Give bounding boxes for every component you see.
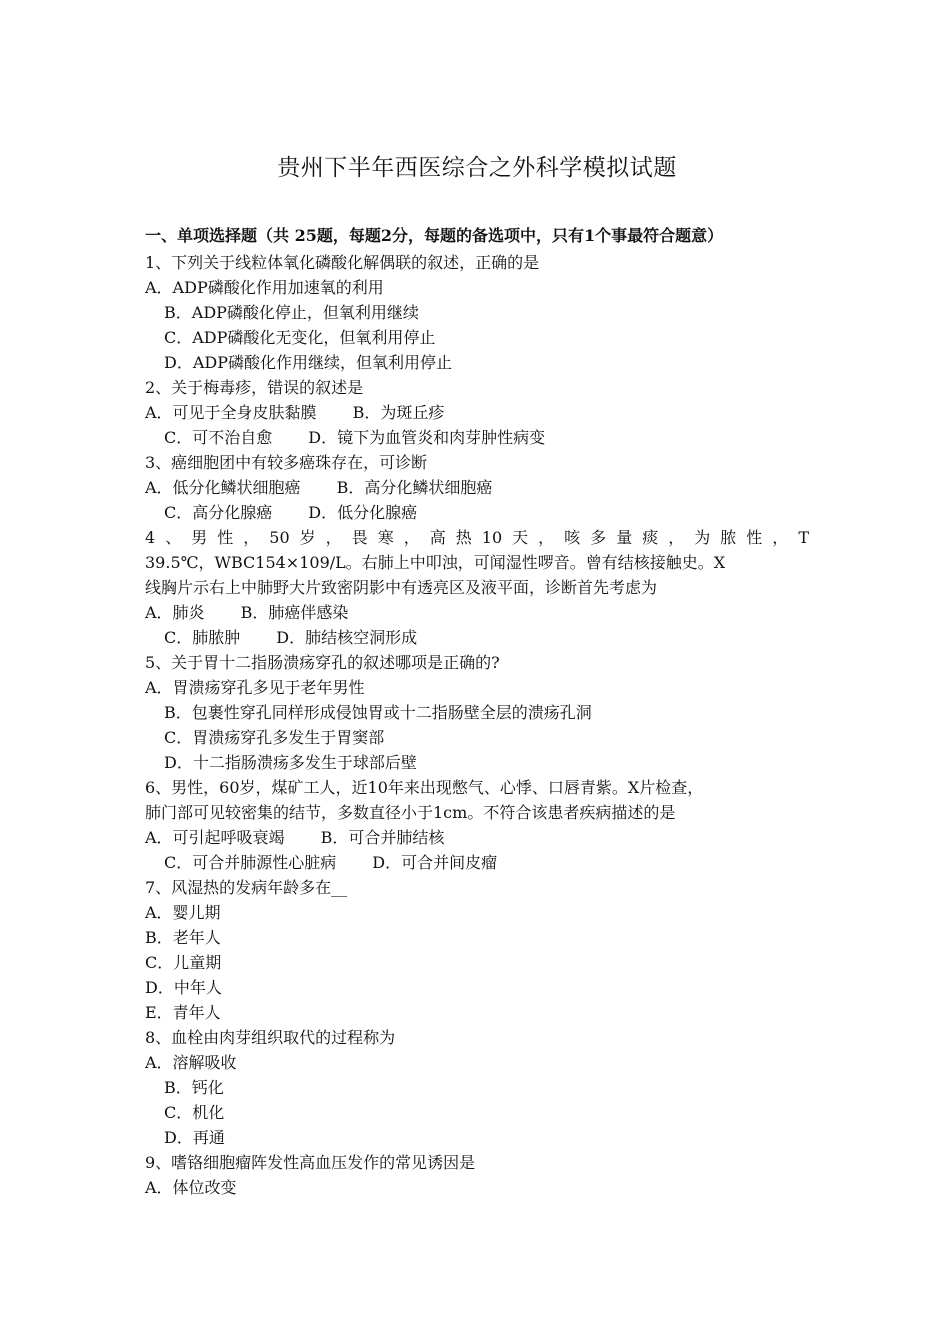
question-7-option-e: E．青年人 [145,1003,221,1022]
question-2-option-a: A．可见于全身皮肤黏膜 [145,403,317,422]
question-5-option-b: B．包裹性穿孔同样形成侵蚀胃或十二指肠壁全层的溃疡孔洞 [164,703,592,722]
question-8-option-c: C．机化 [164,1103,225,1122]
question-2-option-d: D．镜下为血管炎和肉芽肿性病变 [308,428,546,447]
question-6-stem-line-2: 肺门部可见较密集的结节，多数直径小于1cm。不符合该患者疾病描述的是 [145,803,676,822]
question-3-option-b: B．高分化鳞状细胞癌 [336,478,493,497]
question-2-option-b: B．为斑丘疹 [352,403,445,422]
question-8-stem: 8、血栓由肉芽组织取代的过程称为 [145,1028,396,1047]
section-heading: 一、单项选择题（共 25题，每题2分，每题的备选项中，只有1个事最符合题意） [145,226,724,245]
question-3-option-c: C．高分化腺癌 [164,503,273,522]
document-page [145,150,809,1200]
question-2-options-cd [145,425,809,450]
question-7-option-b: B．老年人 [145,928,221,947]
question-6-option-b: B．可合并肺结核 [320,828,445,847]
question-2-stem: 2、关于梅毒疹，错误的叙述是 [145,378,364,397]
question-3-options-ab [145,475,809,500]
question-3-option-a: A．低分化鳞状细胞癌 [145,478,301,497]
question-4-options-ab [145,600,809,625]
question-3-stem: 3、癌细胞团中有较多癌珠存在，可诊断 [145,453,428,472]
question-3-option-d: D．低分化腺癌 [308,503,418,522]
question-4-option-c: C．肺脓肿 [164,628,241,647]
question-9-stem: 9、嗜铬细胞瘤阵发性高血压发作的常见诱因是 [145,1153,476,1172]
question-7-option-d: D．中年人 [145,978,222,997]
question-6-stem-line-1: 6、男性，60岁，煤矿工人，近10年来出现憋气、心悸、口唇青紫。X片检查， [145,778,704,797]
question-8-option-d: D．再通 [164,1128,225,1147]
question-6-options-cd [145,850,809,875]
question-6-option-d: D．可合并间皮瘤 [372,853,498,872]
question-4-option-b: B．肺癌伴感染 [240,603,349,622]
question-6-option-c: C．可合并肺源性心脏病 [164,853,337,872]
question-6-option-a: A．可引起呼吸衰竭 [145,828,285,847]
question-3-options-cd [145,500,809,525]
question-1-stem: 1、下列关于线粒体氧化磷酸化解偶联的叙述，正确的是 [145,253,540,272]
question-5-option-a: A．胃溃疡穿孔多见于老年男性 [145,678,365,697]
question-6-options-ab [145,825,809,850]
question-4-stem-line-1: 4、男性，50岁，畏寒，高热10天，咳多量痰，为脓性，T [145,528,809,547]
question-5-stem: 5、关于胃十二指肠溃疡穿孔的叙述哪项是正确的? [145,653,500,672]
question-1-option-c: C．ADP磷酸化无变化，但氧利用停止 [164,328,436,347]
question-2-option-c: C．可不治自愈 [164,428,273,447]
question-2-options-ab [145,400,809,425]
question-7-option-a: A．婴儿期 [145,903,221,922]
question-8-option-b: B．钙化 [164,1078,224,1097]
question-5-option-d: D．十二指肠溃疡多发生于球部后壁 [164,753,417,772]
question-4-option-d: D．肺结核空洞形成 [276,628,418,647]
question-4-stem-line-2: 39.5℃，WBC154×109/L。右肺上中叩浊，可闻湿性啰音。曾有结核接触史。X [145,553,726,572]
question-7-option-c: C．儿童期 [145,953,222,972]
question-8-option-a: A．溶解吸收 [145,1053,237,1072]
question-9-option-a: A．体位改变 [145,1178,237,1197]
question-4-stem-line-3: 线胸片示右上中肺野大片致密阴影中有透亮区及液平面，诊断首先考虑为 [145,578,658,597]
question-4-options-cd [145,625,809,650]
question-1-option-d: D．ADP磷酸化作用继续，但氧利用停止 [164,353,452,372]
page-title: 贵州下半年西医综合之外科学模拟试题 [277,155,677,181]
question-5-option-c: C．胃溃疡穿孔多发生于胃窦部 [164,728,385,747]
question-1-option-a: A．ADP磷酸化作用加速氧的利用 [145,278,384,297]
question-7-stem: 7、风湿热的发病年龄多在__ [145,878,348,897]
question-4-option-a: A．肺炎 [145,603,205,622]
question-1-option-b: B．ADP磷酸化停止，但氧利用继续 [164,303,419,322]
